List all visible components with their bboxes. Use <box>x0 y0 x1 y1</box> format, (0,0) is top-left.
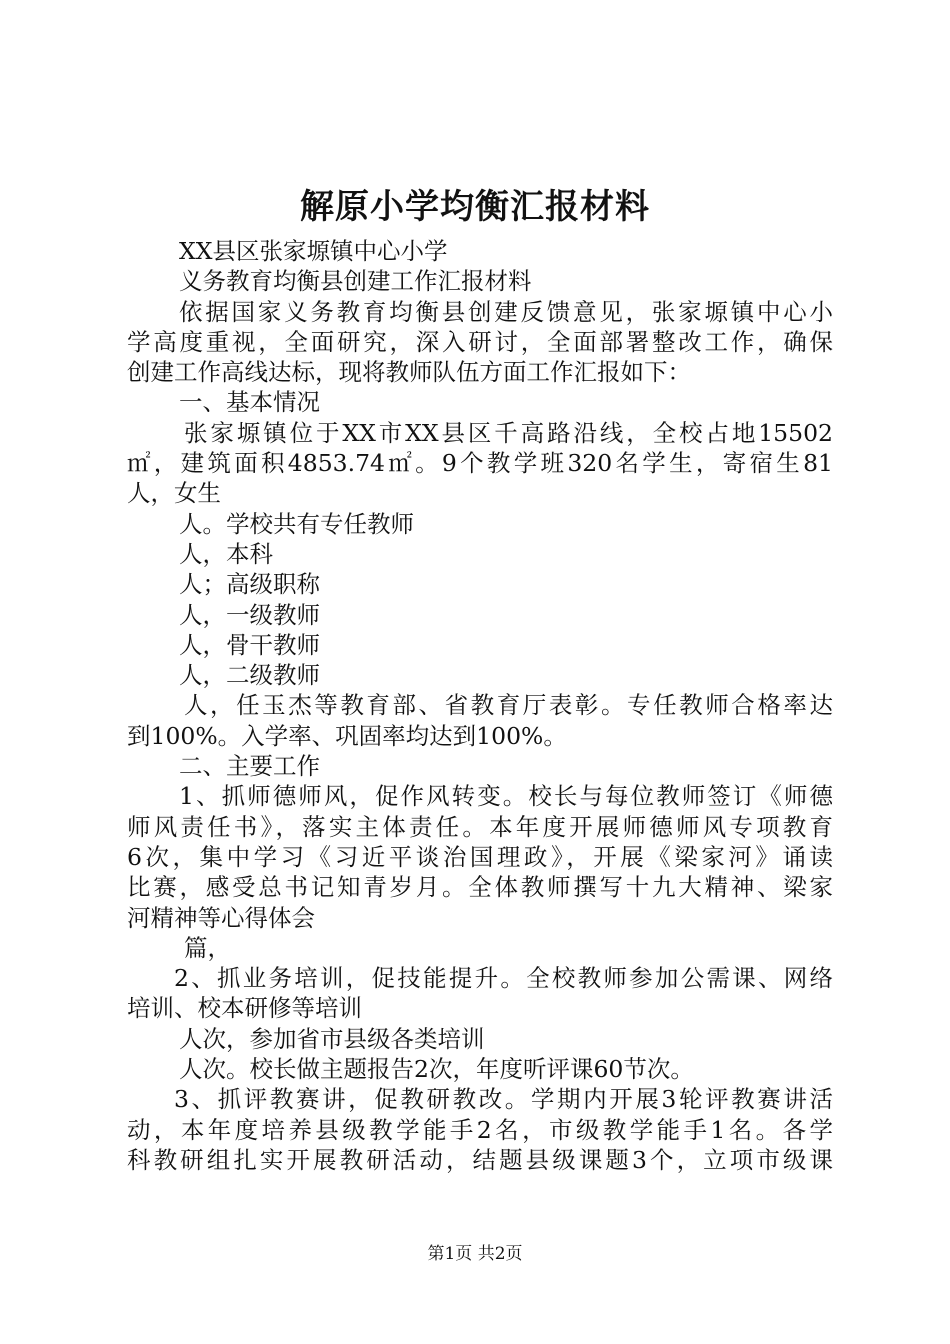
text-line: 义务教育均衡县创建工作汇报材料 <box>179 267 532 296</box>
text-line: 张家塬镇位于XX市XX县区千高路沿线，全校占地15502 <box>184 418 833 447</box>
text-line: 人，本科 <box>179 539 273 568</box>
text-line: 学高度重视，全面研究，深入研讨，全面部署整改工作，确保 <box>127 327 833 356</box>
text-line: XX县区张家塬镇中心小学 <box>179 237 448 265</box>
text-line: 6次，集中学习《习近平谈治国理政》，开展《梁家河》诵读 <box>127 842 833 871</box>
text-line: 二、主要工作 <box>179 752 320 781</box>
text-line: 到100%。入学率、巩固率均达到100%。 <box>127 721 567 750</box>
text-line: 创建工作高线达标，现将教师队伍方面工作汇报如下： <box>127 358 691 387</box>
page-footer: 第1页 共2页 <box>427 1244 523 1264</box>
text-line: 培训、校本研修等培训 <box>127 994 362 1023</box>
text-line: ㎡，建筑面积4853.74㎡。9个教学班320名学生，寄宿生81 <box>127 449 833 478</box>
text-line: 一、基本情况 <box>179 388 320 417</box>
text-line: 1、抓师德师风，促作风转变。校长与每位教师签订《师德 <box>179 782 833 811</box>
text-line: 人，二级教师 <box>179 661 320 690</box>
text-line: 科教研组扎实开展教研活动，结题县级课题3个，立项市级课 <box>127 1145 833 1174</box>
text-line: 师风责任书》，落实主体责任。本年度开展师德师风专项教育 <box>127 812 833 841</box>
text-line: 人。学校共有专任教师 <box>179 509 414 538</box>
text-line: 河精神等心得体会 <box>127 903 315 932</box>
text-line: 人；高级职称 <box>179 570 320 599</box>
document-title: 解原小学均衡汇报材料 <box>300 187 650 227</box>
text-line: 人，一级教师 <box>179 600 320 629</box>
document-body <box>127 236 833 1175</box>
text-line: 人，任玉杰等教育部、省教育厅表彰。专任教师合格率达 <box>184 691 833 720</box>
text-line: 人，骨干教师 <box>179 630 320 659</box>
text-line: 人次。校长做主题报告2次，年度听评课60节次。 <box>179 1055 694 1084</box>
text-line: 篇， <box>184 933 231 962</box>
text-line: 人，女生 <box>127 479 221 508</box>
text-line: 2、抓业务培训，促技能提升。全校教师参加公需课、网络 <box>174 964 833 993</box>
text-line: 比赛，感受总书记知青岁月。全体教师撰写十九大精神、梁家 <box>127 873 833 902</box>
text-line: 依据国家义务教育均衡县创建反馈意见，张家塬镇中心小 <box>179 297 833 326</box>
text-line: 3、抓评教赛讲，促教研教改。学期内开展3轮评教赛讲活 <box>174 1085 833 1114</box>
text-line: 动，本年度培养县级教学能手2名，市级教学能手1名。各学 <box>127 1115 833 1144</box>
text-line: 人次，参加省市县级各类培训 <box>179 1024 485 1053</box>
